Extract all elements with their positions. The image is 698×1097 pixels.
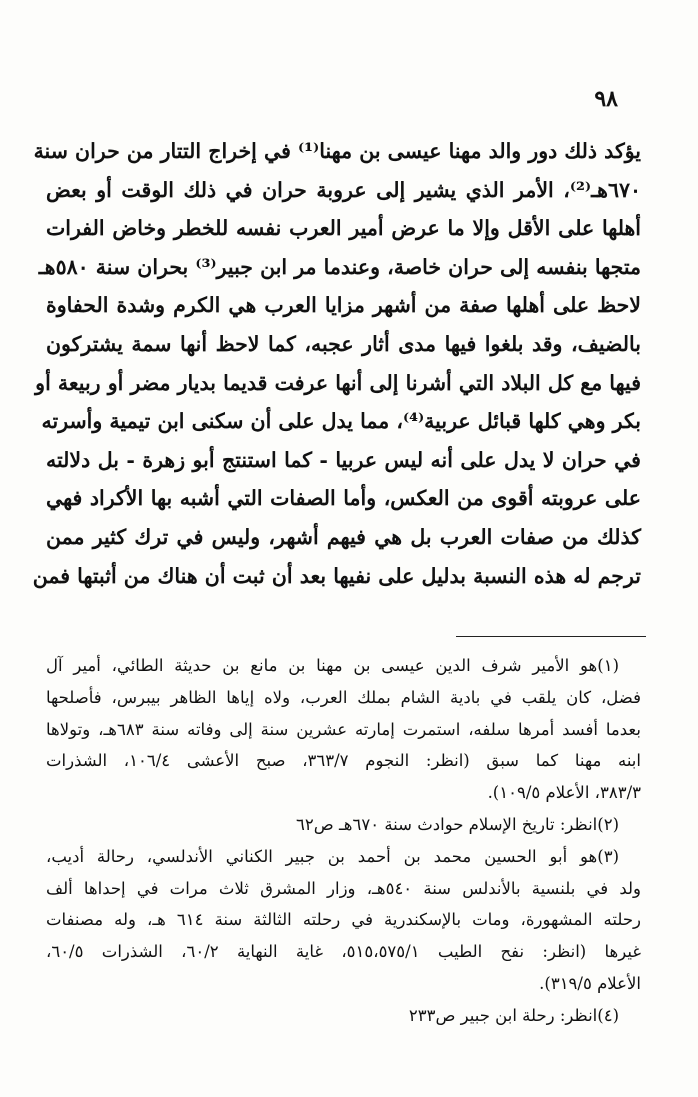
body-line: في حران لا يدل على أنه ليس عربيا - كما استنتج أبو زهرة - بل دلالته <box>46 447 641 472</box>
footnote-line: بعدما أفسد أمرها سلفه، استمرت إمارته عشرين سنة إلى وفاته سنة ٦٨٣هـ، وتولاها <box>46 719 641 739</box>
footnote-line: غيرها (انظر: نفح الطيب ٥١٥،٥٧٥/١، غاية النهاية ٦٠/٢، الشذرات ٦٠/٥، <box>46 942 641 962</box>
body-line: فيها مع كل البلاد التي أشرنا إلى أنها عرفت قديما بديار مضر أو ربيعة أو <box>35 370 641 395</box>
body-line: ترجم له هذه النسبة بدليل على نفيها بعد أن ثبت أن هناك من أثبتها فمن <box>32 563 641 588</box>
page-number: ٩٨ <box>594 86 618 112</box>
footnote-line: (١)هو الأمير شرف الدين عيسى بن مهنا بن مانع بن حديثة الطائي، أمير آل <box>46 656 619 675</box>
footnote-line: رحلته المشهورة، ومات بالإسكندرية في رحلته الثالثة سنة ٦١٤ هـ، وله مصنفات <box>46 910 641 930</box>
footnote-line: (٤)انظر: رحلة ابن جبير ص٢٣٣ <box>408 1005 619 1025</box>
footnote-line: الأعلام ٣١٩/٥). <box>539 973 641 993</box>
footnote-line: ابنه مهنا كما سبق (انظر: النجوم ٣٦٣/٧، صبح الأعشى ١٠٦/٤، الشذرات <box>46 751 641 771</box>
footnote-line: (٢)انظر: تاريخ الإسلام حوادث سنة ٦٧٠هـ ص٦٢ <box>296 814 619 834</box>
body-line: أهلها على الأقل وإلا ما عرض أمير العرب نفسه للخطر وخاض الفرات <box>46 216 641 241</box>
footnote-separator <box>456 636 646 637</box>
body-line: بالضيف، وقد بلغوا فيها مدى أثار عجبه، كما لاحظ أنها سمة يشتركون <box>46 331 641 356</box>
footnote-line: (٣)هو أبو الحسين محمد بن أحمد بن جبير الكناني الأندلسي، رحالة أديب، <box>46 846 619 866</box>
main-body-text <box>32 132 641 595</box>
body-line: كذلك من صفات العرب بل هي فيهم أشهر، وليس في ترك كثير ممن <box>46 524 641 549</box>
footnote-line: فضل، كان يلقب في بادية الشام بملك العرب، ولاه إياها الظاهر بيبرس، فأصلحها <box>46 687 641 707</box>
footnote-line: ولد في بلنسية بالأندلس سنة ٥٤٠هـ، وزار المشرق ثلاث مرات في إحداها ألف <box>46 878 641 898</box>
footnotes <box>46 650 641 1032</box>
body-line: بكر وهي كلها قبائل عربية⁽⁴⁾، مما يدل على أن سكنى ابن تيمية وأسرته <box>41 409 641 434</box>
footnote-line: ٣٨٣/٣، الأعلام ١٠٩/٥). <box>487 783 641 803</box>
body-line: يؤكد ذلك دور والد مهنا عيسى بن مهنا⁽¹⁾ في إخراج التتار من حران سنة <box>33 139 641 163</box>
body-line: لاحظ على أهلها صفة من أشهر مزايا العرب هي الكرم وشدة الحفاوة <box>46 293 641 318</box>
body-line: على عروبته أقوى من العكس، وأما الصفات التي أشبه بها الأكراد فهي <box>46 486 641 511</box>
body-line: ٦٧٠هـ⁽²⁾، الأمر الذي يشير إلى عروبة حران في ذلك الوقت أو بعض <box>46 177 641 202</box>
body-line: متجها بنفسه إلى حران خاصة، وعندما مر ابن جبير⁽³⁾ بحران سنة ٥٨٠هـ <box>38 254 641 279</box>
